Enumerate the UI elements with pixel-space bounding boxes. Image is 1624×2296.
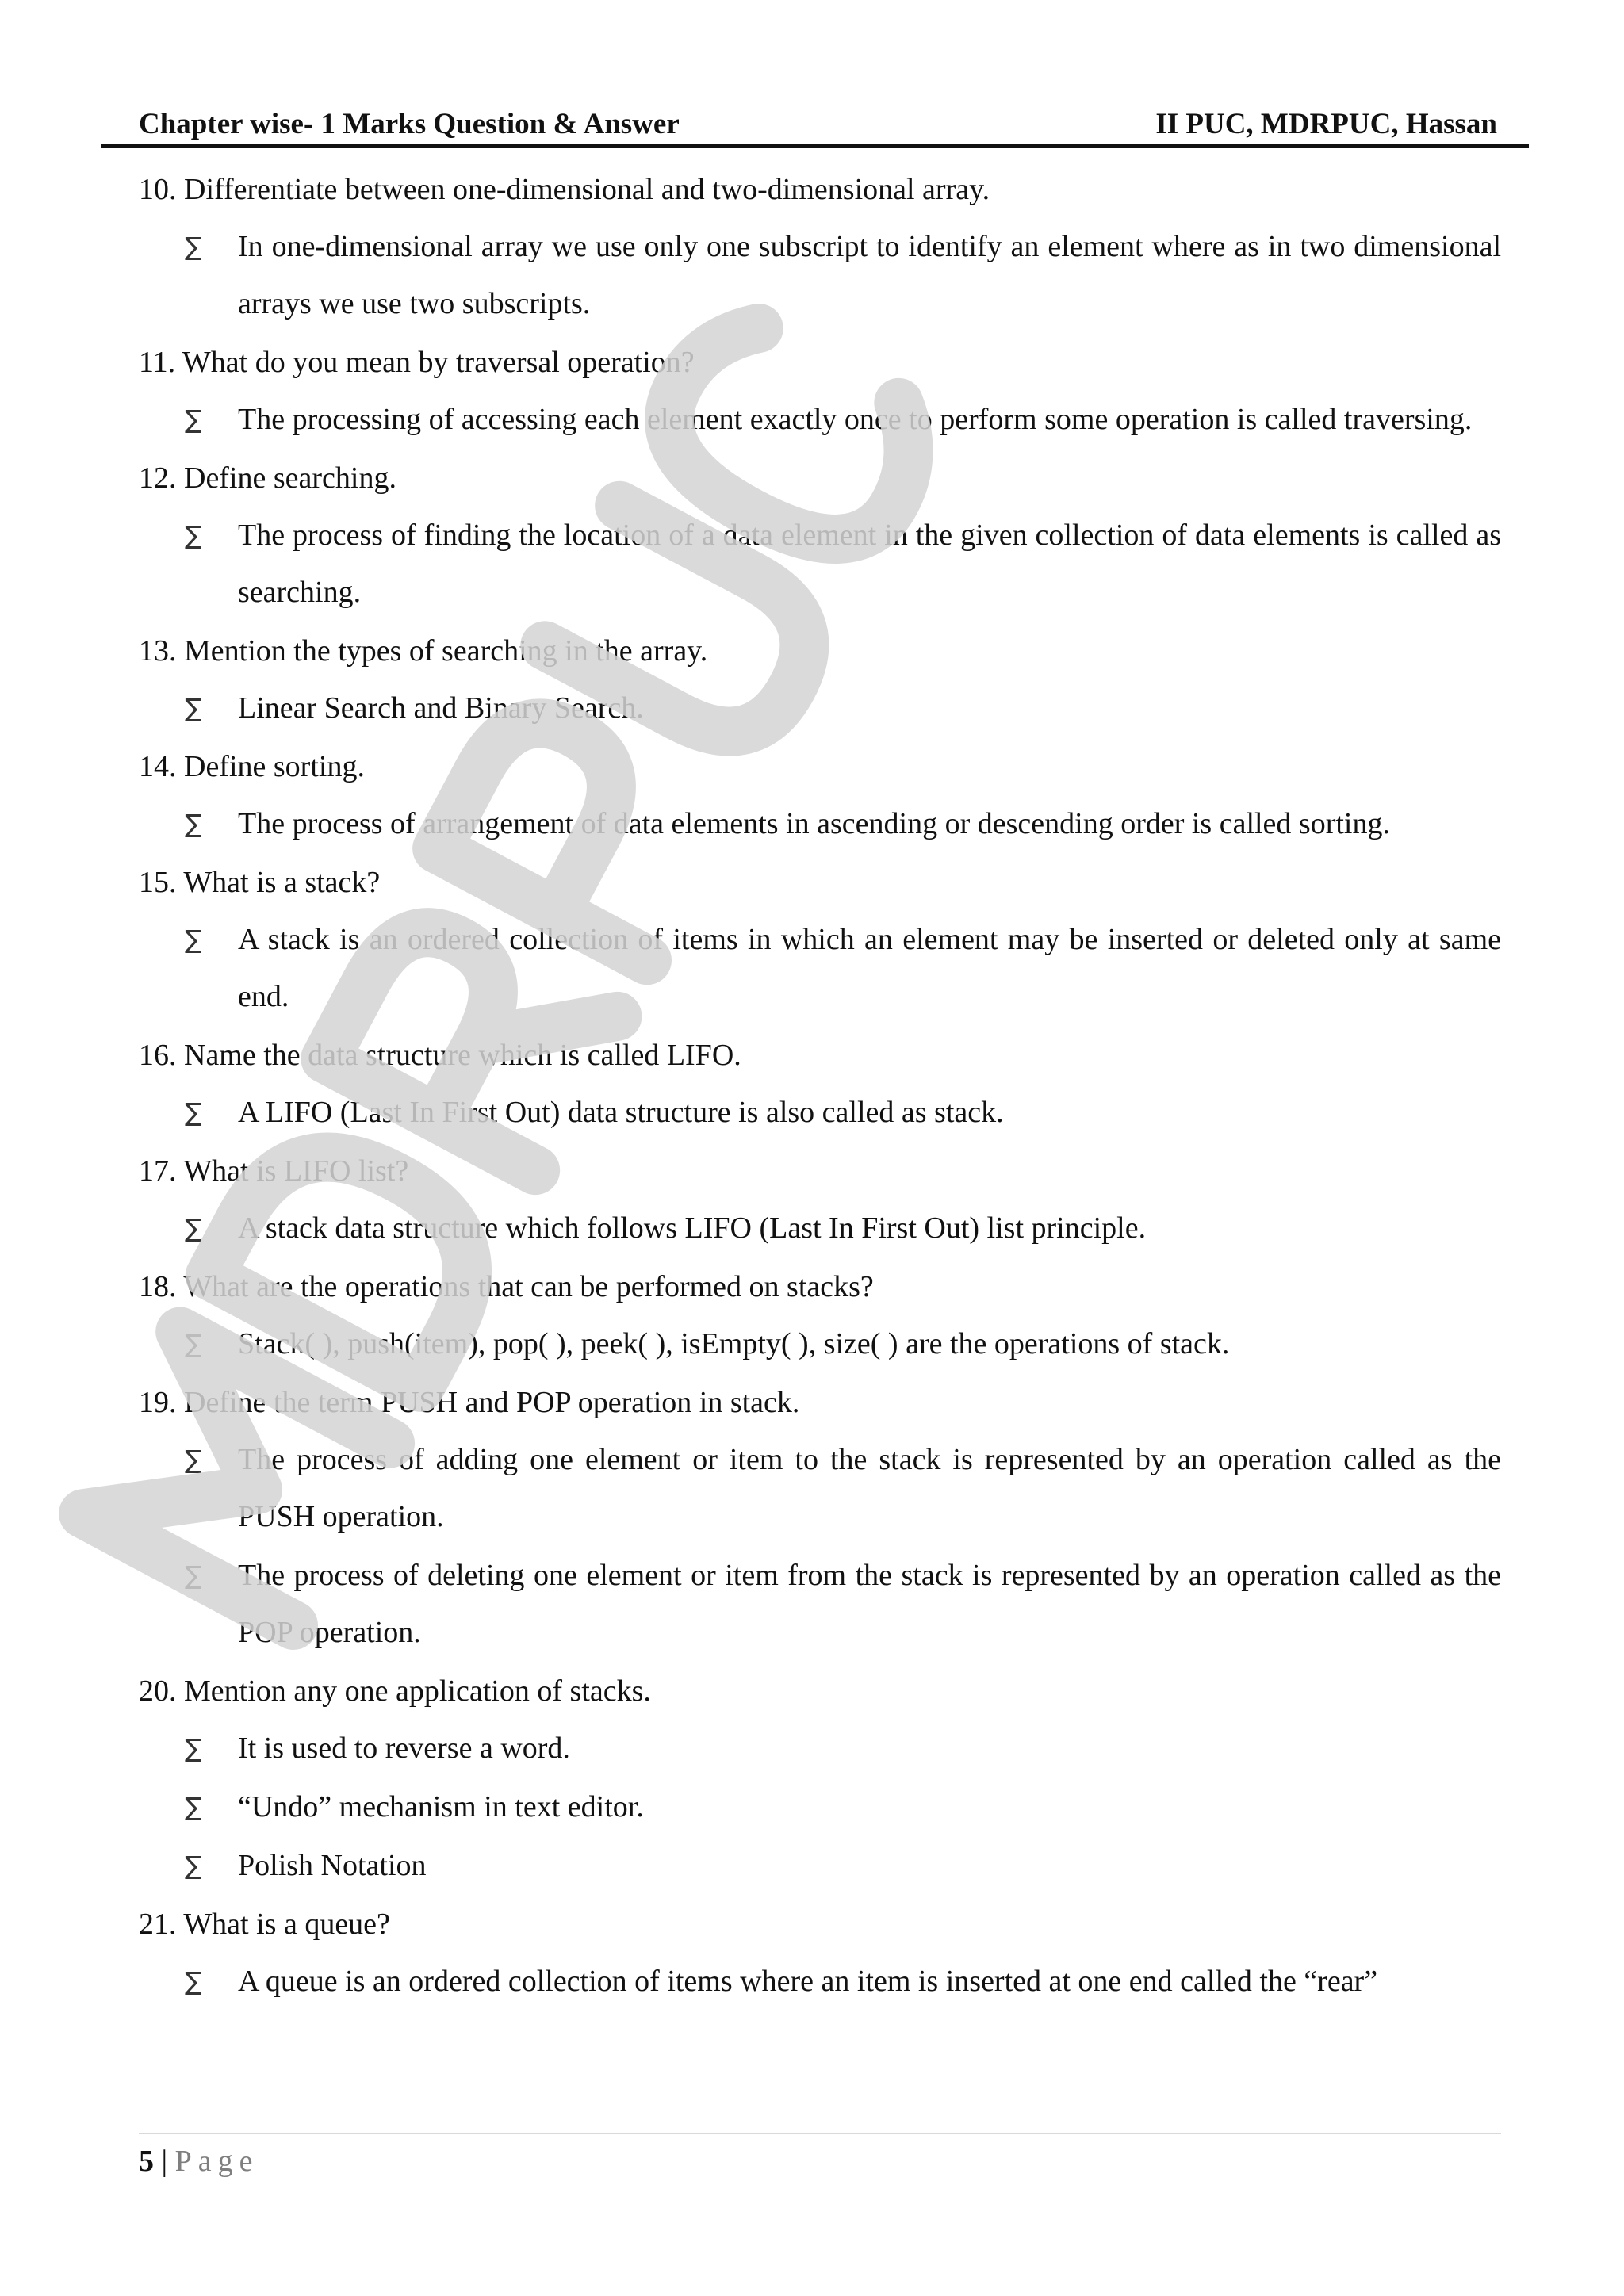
question: 20. Mention any one application of stacks. bbox=[139, 1674, 651, 1708]
answer-bullet-item bbox=[139, 1084, 1501, 1141]
answer-text: Stack( ), push(item), pop( ), peek( ), isEmpty( ), size( ) are the operations of stack. bbox=[238, 1327, 1230, 1360]
answer-text: The process of arrangement of data elements in ascending or descending order is called sorting. bbox=[238, 807, 1390, 840]
sigma-bullet-icon: ∑ bbox=[185, 520, 202, 550]
sigma-bullet-icon: ∑ bbox=[185, 1966, 202, 1996]
answer-text: Polish Notation bbox=[238, 1849, 427, 1882]
question: 17. What is LIFO list? bbox=[139, 1154, 409, 1188]
footer-rule bbox=[139, 2133, 1501, 2134]
answer-bullet-item bbox=[139, 1837, 1501, 1894]
sigma-bullet-icon: ∑ bbox=[185, 1850, 202, 1881]
sigma-bullet-icon: ∑ bbox=[185, 232, 202, 262]
answer-text: “Undo” mechanism in text editor. bbox=[238, 1790, 644, 1823]
question: 21. What is a queue? bbox=[139, 1908, 390, 1941]
answer-bullet-item bbox=[139, 507, 1501, 621]
answer-bullet-item bbox=[139, 391, 1501, 448]
header-left-title: Chapter wise- 1 Marks Question & Answer bbox=[139, 108, 680, 140]
answer-bullet-item bbox=[139, 1315, 1501, 1372]
answer-bullet-item bbox=[139, 218, 1501, 332]
page-header bbox=[139, 97, 1497, 141]
answer-text: A queue is an ordered collection of items where an item is inserted at one end called the “rear” bbox=[238, 1965, 1378, 1998]
sigma-bullet-icon: ∑ bbox=[185, 693, 202, 723]
page-number: 5 bbox=[139, 2145, 154, 2178]
answer-text: The process of deleting one element or item from the stack is represented by an operation called as the POP operation. bbox=[238, 1559, 1501, 1649]
answer-text: The processing of accessing each element exactly once to perform some operation is called traversing. bbox=[238, 403, 1473, 436]
answer-bullet-item bbox=[139, 679, 1501, 737]
answer-bullet-item bbox=[139, 1431, 1501, 1545]
answer-text: The process of finding the location of a data element in the given collection of data elements is called as searching. bbox=[238, 519, 1501, 609]
sigma-bullet-icon: ∑ bbox=[185, 1560, 202, 1590]
answer-text: A stack is an ordered collection of items in which an element may be inserted or deleted only at same end. bbox=[238, 923, 1501, 1013]
answer-text: Linear Search and Binary Search. bbox=[238, 691, 644, 725]
answer-bullet-item bbox=[139, 911, 1501, 1025]
qa-list bbox=[139, 161, 1501, 2011]
sigma-bullet-icon: ∑ bbox=[185, 404, 202, 434]
sigma-bullet-icon: ∑ bbox=[185, 924, 202, 955]
answer-bullet-item bbox=[139, 1953, 1501, 2010]
page-label: Page bbox=[174, 2145, 259, 2178]
answer-bullet-item bbox=[139, 1778, 1501, 1835]
question: 11. What do you mean by traversal operation? bbox=[139, 346, 695, 379]
question: 15. What is a stack? bbox=[139, 866, 381, 899]
question: 19. Define the term PUSH and POP operation in stack. bbox=[139, 1386, 800, 1419]
question: 12. Define searching. bbox=[139, 461, 396, 495]
answer-bullet-item bbox=[139, 795, 1501, 852]
sigma-bullet-icon: ∑ bbox=[185, 1445, 202, 1475]
footer-separator: | bbox=[161, 2145, 168, 2178]
header-rule bbox=[102, 144, 1529, 148]
question: 18. What are the operations that can be performed on stacks? bbox=[139, 1270, 874, 1303]
sigma-bullet-icon: ∑ bbox=[185, 1733, 202, 1763]
sigma-bullet-icon: ∑ bbox=[185, 1792, 202, 1822]
answer-text: A LIFO (Last In First Out) data structure is also called as stack. bbox=[238, 1096, 1004, 1129]
answer-text: It is used to reverse a word. bbox=[238, 1732, 570, 1765]
answer-bullet-item bbox=[139, 1547, 1501, 1661]
answer-text: A stack data structure which follows LIFO (Last In First Out) list principle. bbox=[238, 1211, 1147, 1245]
answer-text: The process of adding one element or item to the stack is represented by an operation called as the PUSH operation. bbox=[238, 1443, 1501, 1533]
page-footer bbox=[139, 2141, 259, 2182]
question: 14. Define sorting. bbox=[139, 750, 365, 783]
question: 13. Mention the types of searching in the array. bbox=[139, 634, 708, 668]
answer-bullet-item bbox=[139, 1200, 1501, 1257]
sigma-bullet-icon: ∑ bbox=[185, 809, 202, 839]
answer-bullet-item bbox=[139, 1720, 1501, 1777]
sigma-bullet-icon: ∑ bbox=[185, 1097, 202, 1127]
question: 16. Name the data structure which is called LIFO. bbox=[139, 1039, 741, 1072]
sigma-bullet-icon: ∑ bbox=[185, 1329, 202, 1359]
answer-text: In one-dimensional array we use only one subscript to identify an element where as in two dimensional arrays we use two subscripts. bbox=[238, 230, 1501, 320]
question: 10. Differentiate between one-dimensional and two-dimensional array. bbox=[139, 173, 990, 206]
sigma-bullet-icon: ∑ bbox=[185, 1213, 202, 1243]
header-right-title: II PUC, MDRPUC, Hassan bbox=[1155, 108, 1497, 140]
